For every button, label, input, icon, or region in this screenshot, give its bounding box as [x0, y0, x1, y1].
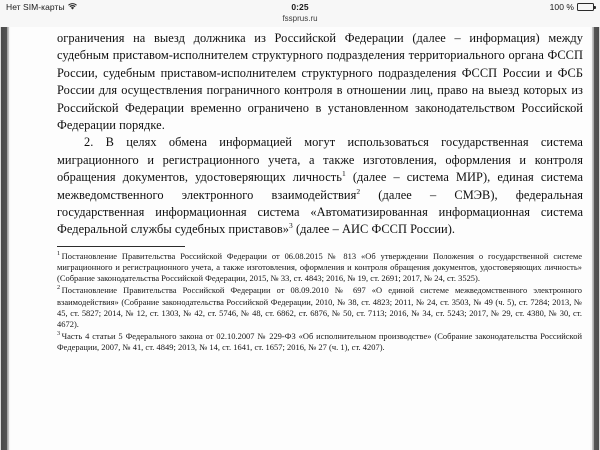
status-bar-right [550, 2, 594, 12]
footnote-text: Постановление Правительства Российской Федерации от 06.08.2015 № 813 «Об утверждении Положения о государственной системе миграционного и регистрационного учета, а также изготовления, оформления и контроля обращения документов, удостоверяющих личность» (Собрание законодательства Российской Федерации, 2015, № 33, ст. 4843; 2016, № 19, ст. 2691; 2017, № 24, ст. 3525). [57, 250, 582, 284]
document-body [57, 30, 583, 239]
footnote-ref-3[interactable]: 3 [289, 221, 293, 231]
footnote-marker-1: 1 [57, 250, 61, 258]
footnote-1 [57, 251, 582, 285]
footnote-ref-2[interactable]: 2 [356, 186, 361, 196]
document-viewport[interactable] [0, 27, 600, 450]
footnote-3 [57, 331, 582, 354]
battery-percent-label: 100 % [549, 2, 574, 12]
browser-url-bar[interactable] [0, 14, 600, 27]
footnote-list [57, 251, 583, 354]
page-edge-right [589, 27, 600, 450]
url-label: fssprus.ru [282, 14, 318, 23]
footnote-separator-rule [57, 246, 185, 247]
footnote-text: Постановление Правительства Российской Федерации от 08.09.2010 № 697 «О единой системе межведомственного электронного взаимодействия» (Собрание законодательства Российской Федерации, 2010, № 38, ст. 4823; 2011, № 24, ст. 3503, № 49 (ч. 5), ст. 7284; 2013, № 45, ст. 5827; 2014, № 12, ст. 1303, № 42, ст. 5746, № 48, ст. 6862, ст. 6876, № 50, ст. 7113; 2016, № 34, ст. 5243; 2017, № 29, ст. 4380, № 30, ст. 4672). [57, 285, 582, 330]
status-bar-clock: 0:25 [291, 2, 309, 12]
footnote-ref-1[interactable]: 1 [341, 169, 346, 179]
status-bar-left [6, 2, 77, 12]
footnote-2 [57, 285, 582, 330]
wifi-icon [68, 2, 77, 12]
battery-full-icon [577, 3, 594, 11]
carrier-label: Нет SIM-карты [6, 2, 65, 12]
para-2: 2. В целях обмена информацией могут использоваться государственная система миграционного и регистрационного учета, а также изготовления, оформления и контроля обращения документов, удостоверяющих личность$^1$ (далее – система МИР), единая система межведомственного электронного взаимодействия$^2$ (далее – СМЭВ), федеральная государственная информационная система «Автоматизированная информационная система Федеральной службы судебных приставов»$^3$ (далее – АИС ФССП России). [57, 135, 583, 237]
footnote-marker-3: 3 [57, 330, 61, 338]
page-bottom-whitespace [57, 354, 583, 372]
ios-status-bar [0, 0, 600, 14]
scanned-page [11, 27, 589, 450]
para-continued: ограничения на выезд должника из Российской Федерации (далее – информация) между судебным приставом-исполнителем структурного подразделения территориального органа ФССП России, судебным приставом-исполнителем структурного подразделения ФССП России и ФСБ России для осуществления пограничного контроля в отношении лиц, право на выезд которых из Российской Федерации временно ограничено в установленном законодательством Российской Федерации порядке. [57, 31, 583, 133]
page-edge-left [0, 27, 11, 450]
footnote-marker-2: 2 [57, 284, 61, 292]
footnote-text: Часть 4 статьи 5 Федерального закона от 02.10.2007 № 229-ФЗ «Об исполнительном производстве» (Собрание законодательства Российской Федерации, 2007, № 41, ст. 4849; 2013, № 14, ст. 1641, ст. 1657; 2016, № 27 (ч. 1), ст. 4207). [57, 330, 582, 353]
